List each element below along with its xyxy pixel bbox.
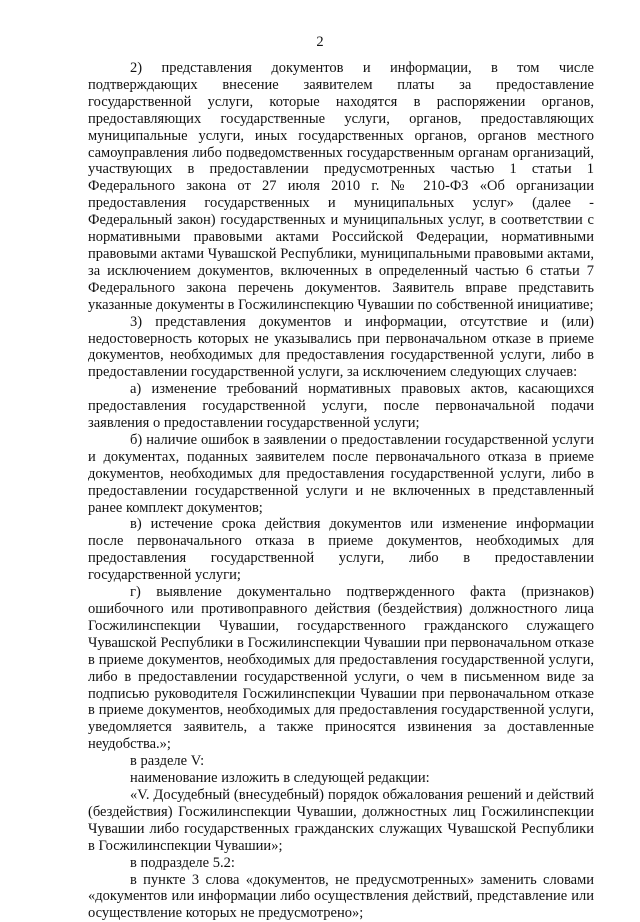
- document-body: [88, 60, 594, 922]
- paragraph-section-v: в разделе V:: [88, 753, 594, 770]
- paragraph-title-instruction: наименование изложить в следующей редакции:: [88, 770, 594, 787]
- paragraph-item-3: 3) представления документов и информации, отсутствие и (или) недостоверность которых не указывались при первоначальном отказе в приеме документов, необходимых для предоставления государственной услуги, либо в предоставлении государственной услуги, за исключением следующих случаев:: [88, 314, 594, 382]
- paragraph-item-3-amendment: в пункте 3 слова «документов, не предусмотренных» заменить словами «документов или информации либо осуществления действий, представление или осуществление которых не предусмотрено»;: [88, 872, 594, 922]
- paragraph-subitem-v: в) истечение срока действия документов или изменение информации после первоначального отказа в приеме документов, необходимых для предоставления государственной услуги, либо в предоставлении государственной услуги;: [88, 516, 594, 584]
- paragraph-subitem-a: а) изменение требований нормативных правовых актов, касающихся предоставления государственной услуги, после первоначальной подачи заявления о предоставлении государственной услуги;: [88, 381, 594, 432]
- paragraph-new-title: «V. Досудебный (внесудебный) порядок обжалования решений и действий (бездействия) Госжилинспекции Чувашии, должностных лиц Госжилинспекции Чувашии либо государственных гражданских служащих Чувашской Республики в Госжилинспекции Чувашии»;: [88, 787, 594, 855]
- paragraph-subsection-5-2: в подразделе 5.2:: [88, 855, 594, 872]
- paragraph-item-2: 2) представления документов и информации, в том числе подтверждающих внесение заявителем платы за предоставление государственной услуги, которые находятся в распоряжении органов, предоставляющих государственные услуги, органов, предоставляющих муниципальные услуги, иных государственных органов, органов местного самоуправления либо подведомственных государственным органам организаций, участвующих в предоставлении предусмотренных частью 1 статьи 1 Федерального закона от 27 июля 2010 г. № 210-ФЗ «Об организации предоставления государственных и муниципальных услуг» (далее - Федеральный закон) государственных и муниципальных услуг, в соответствии с нормативными правовыми актами Российской Федерации, нормативными правовыми актами Чувашской Республики, муниципальными правовыми актами, за исключением документов, включенных в определенный частью 6 статьи 7 Федерального закона перечень документов. Заявитель вправе представить указанные документы в Госжилинспекцию Чувашии по собственной инициативе;: [88, 60, 594, 314]
- paragraph-subitem-g: г) выявление документально подтвержденного факта (признаков) ошибочного или противоправного действия (бездействия) должностного лица Госжилинспекции Чувашии, государственного гражданского служащего Чувашской Республики в Госжилинспекции Чувашии при первоначальном отказе в приеме документов, необходимых для предоставления государственной услуги, либо в предоставлении государственной услуги, о чем в письменном виде за подписью руководителя Госжилинспекции Чувашии при первоначальном отказе в приеме документов, необходимых для предоставления государственной услуги, уведомляется заявитель, а также приносятся извинения за доставленные неудобства.»;: [88, 584, 594, 753]
- page-number: 2: [0, 34, 640, 51]
- paragraph-subitem-b: б) наличие ошибок в заявлении о предоставлении государственной услуги и документах, поданных заявителем после первоначального отказа в приеме документов, необходимых для предоставления государственной услуги, либо в предоставлении государственной услуги и не включенных в представленный ранее комплект документов;: [88, 432, 594, 517]
